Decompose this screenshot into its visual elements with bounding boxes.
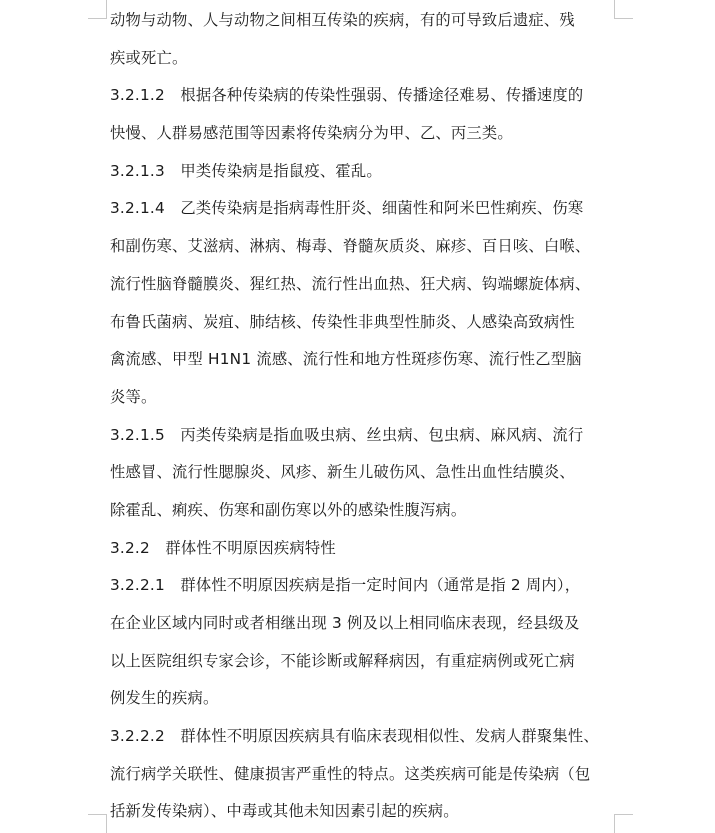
text-line: 快慢、人群易感范围等因素将传染病分为甲、乙、丙三类。 [110,124,513,143]
text-line: 流行性脑脊髓膜炎、猩红热、流行性出血热、狂犬病、钩端螺旋体病、 [110,274,591,293]
text-line: 疾或死亡。 [110,48,188,67]
text-line: 3.2.1.5 丙类传染病是指血吸虫病、丝虫病、包虫病、麻风病、流行 [110,425,584,444]
text-line: 括新发传染病）、中毒或其他未知因素引起的疾病。 [110,802,459,821]
page-corner-mark-top-left [88,0,107,19]
text-line: 炎等。 [110,387,157,406]
text-line: 流行病学关联性、健康损害严重性的特点。这类疾病可能是传染病（包 [110,764,591,783]
text-line: 3.2.2.1 群体性不明原因疾病是指一定时间内（通常是指 2 周内）， [110,576,581,595]
text-line: 除霍乱、痢疾、伤寒和副伤寒以外的感染性腹泻病。 [110,500,467,519]
text-line: 3.2.2.2 群体性不明原因疾病具有临床表现相似性、发病人群聚集性、 [110,727,599,746]
document-body [110,2,620,831]
text-line: 以上医院组织专家会诊，不能诊断或解释病因，有重症病例或死亡病 [110,651,575,670]
text-line: 动物与动物、人与动物之间相互传染的疾病，有的可导致后遗症、残 [110,11,575,29]
page-corner-mark-bottom-left [88,814,107,833]
text-line: 3.2.1.4 乙类传染病是指病毒性肝炎、细菌性和阿米巴性痢疾、伤寒 [110,199,584,218]
text-line: 和副伤寒、艾滋病、淋病、梅毒、脊髓灰质炎、麻疹、百日咳、白喉、 [110,237,591,256]
text-line: 性感冒、流行性腮腺炎、风疹、新生儿破伤风、急性出血性结膜炎、 [110,463,575,482]
text-line: 禽流感、甲型 H1N1 流感、流行性和地方性斑疹伤寒、流行性乙型脑 [110,350,582,369]
text-line: 3.2.1.3 甲类传染病是指鼠疫、霍乱。 [110,161,382,180]
text-line: 在企业区域内同时或者相继出现 3 例及以上相同临床表现，经县级及 [110,614,580,632]
text-line: 布鲁氏菌病、炭疽、肺结核、传染性非典型性肺炎、人感染高致病性 [110,312,575,331]
text-line: 例发生的疾病。 [110,689,219,708]
section-heading: 3.2.2 群体性不明原因疾病特性 [110,538,336,557]
text-line: 3.2.1.2 根据各种传染病的传染性强弱、传播途径难易、传播速度的 [110,86,584,105]
